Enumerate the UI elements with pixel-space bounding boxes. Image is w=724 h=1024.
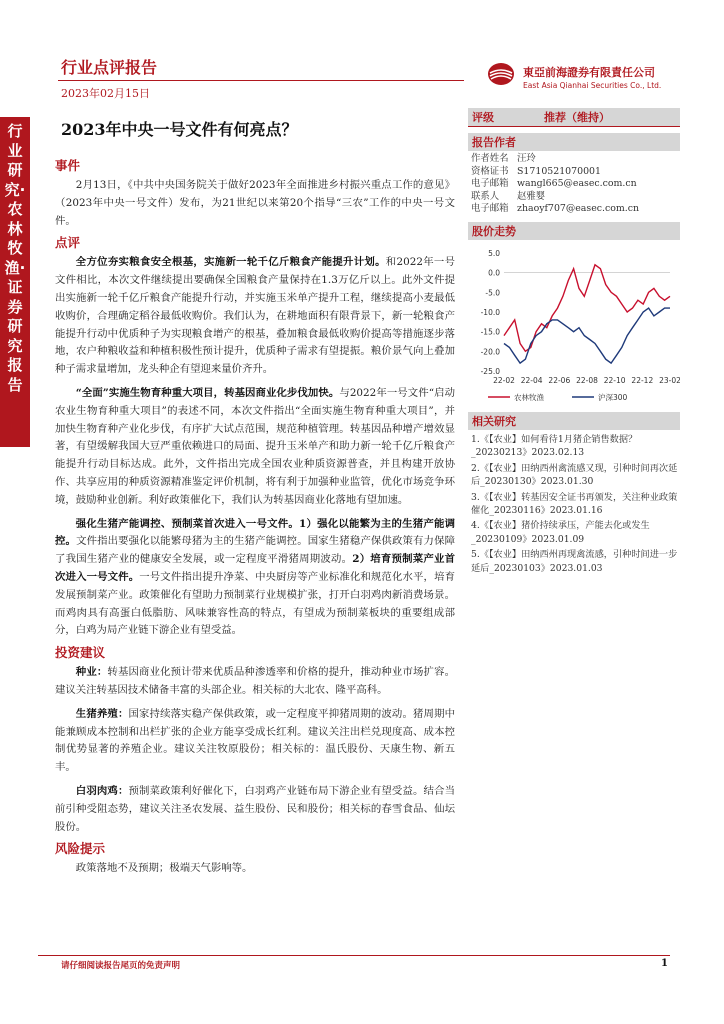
analyst-label: 电子邮箱 — [471, 178, 509, 190]
invest-hog-lead: 生猪养殖： — [75, 707, 129, 720]
stock-chart-svg — [468, 239, 680, 409]
comment-2-body: 与2022年一号文件“启动农业生物育种重大项目”的表述不同，本次文件指出“全面实施生物育种重大项目”，并加快生物育种产业化步伐，有序扩大试点范围，规范种植管理。转基因品种增产增效显著，有望缓解我国大豆严重依赖进口的局面、提升玉米单产和助力新一轮千亿斤粮食产能提升行动目标达成。此外，文件指出完成全国农业种质资源普查，并且构建开放协作、共享应用的种质资源精准鉴定评价机制，将有利于加强种业监管，优化市场竞争环境，鼓励种业创新。利好政策催化下，我们认为转基因商业化落地有望加速。 — [55, 386, 455, 506]
analyst-label: 资格证书 — [471, 165, 509, 177]
analyst-label: 电子邮箱 — [471, 203, 509, 215]
header-rule — [58, 80, 464, 81]
risk-text: 政策落地不及预期；极端天气影响等。 — [75, 862, 253, 875]
footer-disclaimer: 请仔细阅读报告尾页的免责声明 — [61, 961, 181, 971]
x-tick-label: 22-08 — [576, 376, 598, 385]
analyst-row — [468, 178, 680, 191]
analyst-heading: 报告作者 — [468, 133, 680, 151]
related-item[interactable]: 5.《【农业】田纳西州再现禽流感，引种时间进一步延后_20230103》2023.01.03 — [471, 549, 678, 574]
y-tick-label: -20.0 — [480, 347, 500, 357]
analyst-row — [468, 203, 680, 216]
series-line-1 — [504, 308, 670, 363]
rating-label: 评级 — [472, 111, 494, 124]
invest-broiler-body: 预制菜政策利好催化下，白羽鸡产业链布局下游企业有望受益。结合当前引种受阻态势，建议关注圣农发展、益生股份、民和股份；相关标的春雪食品、仙坛股份。 — [55, 784, 455, 833]
x-tick-label: 23-02 — [659, 376, 680, 385]
event-paragraph: 2月13日，《中共中央国务院关于做好2023年全面推进乡村振兴重点工作的意见》（2023年中央一号文件）发布，为21世纪以来第20个指导“三农”工作的中央一号文件。 — [55, 179, 455, 227]
event-heading: 事件 — [55, 158, 81, 173]
invest-broiler-lead: 白羽肉鸡： — [75, 784, 129, 797]
x-tick-label: 22-06 — [548, 376, 571, 385]
company-logo-icon — [487, 62, 515, 86]
related-item[interactable]: 4.《【农业】猪价持续承压，产能去化或发生_20230109》2023.01.09 — [471, 520, 650, 545]
company-name-cn: 東亞前海證券有限責任公司 — [523, 66, 655, 79]
report-type: 行业点评报告 — [61, 58, 158, 77]
invest-seed — [55, 664, 455, 700]
related-section — [468, 412, 680, 577]
y-tick-label: -10.0 — [480, 308, 500, 317]
company-name-en: East Asia Qianhai Securities Co., Ltd. — [523, 81, 662, 90]
comment-3-body-2: 一号文件指出提升净菜、中央厨房等产业标准化和规范化水平，培育发展预制菜产业。政策催化有望助力预制菜行业规模扩张，打开白羽鸡肉新消费场景。而鸡肉具有高蛋白低脂肪、风味兼容性高的特点，有望成为预制菜板块的重要组成部分，白鸡为局产业链下游企业有望受益。 — [55, 570, 456, 637]
rating-row — [468, 108, 680, 126]
page-number: 1 — [661, 958, 668, 969]
comment-2-lead: “全面”实施生物育种重大项目，转基因商业化步伐加快。 — [75, 386, 340, 399]
related-list — [468, 433, 680, 575]
report-date: 2023年02月15日 — [61, 87, 150, 100]
comment-heading: 点评 — [55, 235, 81, 251]
sidebar-category-text: 行业研究·农林牧渔·证券研究报告 — [4, 122, 26, 394]
x-tick-label: 22-12 — [631, 376, 654, 385]
x-tick-label: 22-10 — [603, 376, 626, 385]
comment-1-body: 和2022年一号文件相比，本次文件继续提出要确保全国粮食产量保持在1.3万亿斤以上。此外文件提出实施新一轮千亿斤粮食产能提升行动，并实施玉米单产提升工程，继续提高小麦最低收购价，合理确定稻谷最低收购价。我们认为，在耕地面积有限背景下，新一轮粮食产能提升行动中优质种子为实现粮食增产的根基，叠加粮食最低收购价提高等措施逐步落地，农户种粮收益和种植积极性预计提升，优质种子需求有望提振。粮价景气向上叠加种子需求量增加，龙头种企有望迎来量价齐升。 — [55, 256, 455, 376]
invest-hog — [55, 706, 455, 777]
comment-1-lead: 全方位夯实粮食安全根基，实施新一轮千亿斤粮食产能提升计划。 — [75, 256, 386, 269]
analyst-row — [468, 166, 680, 179]
related-item[interactable]: 2.《【农业】田纳西州禽流感又现，引种时间再次延后_20230130》2023.01.30 — [471, 462, 678, 488]
comment-3-lead: 强化生猪产能调控、预制菜首次进入一号文件。1）强化以能繁为主的生猪产能调控。 — [55, 517, 455, 548]
invest-seed-body: 转基因商业化预计带来优质品种渗透率和价格的提升，推动种业市场扩容。建议关注转基因技术储备丰富的头部企业。相关标的大北农、隆平高科。 — [55, 666, 456, 696]
risk-heading: 风险提示 — [55, 841, 106, 857]
y-tick-label: 5.0 — [488, 249, 500, 258]
comment-3-body: 文件指出要强化以能繁母猪为主的生猪产能调控。国家生猪稳产保供政策有力保障了我国生猪产业的健康安全发展，或一定程度平滑猪周期波动。 — [55, 535, 455, 566]
y-tick-label: -5.0 — [485, 288, 500, 298]
invest-seed-lead: 种业： — [75, 666, 108, 679]
invest-hog-body: 国家持续落实稳产保供政策，或一定程度平抑猪周期的波动。猪周期中能兼顾成本控制和出栏扩张的企业方能享受成长红利。建议关注出栏兑现度高、成本控制优势显著的养殖企业。建议关注牧原股份；相关标的：温氏股份、天康生物、新五丰。 — [55, 707, 455, 774]
related-item[interactable]: 1.《【农业】如何看待1月猪企销售数据？_20230213》2023.02.13 — [471, 434, 638, 459]
analyst-value: zhaoyf707@easec.com.cn — [517, 203, 640, 215]
main-content — [55, 156, 455, 878]
y-tick-label: -25.0 — [480, 367, 500, 376]
comment-paragraph-2 — [55, 385, 455, 510]
analyst-label: 联系人 — [471, 190, 500, 202]
invest-broiler — [55, 783, 455, 836]
analyst-label: 作者姓名 — [471, 153, 509, 164]
x-tick-label: 22-02 — [493, 376, 515, 385]
analyst-value: 汪玲 — [517, 153, 536, 164]
invest-heading: 投资建议 — [55, 645, 106, 661]
comment-3-lead-2: 2）培育预制菜产业首次进入一号文件。 — [55, 553, 456, 583]
right-column — [468, 108, 680, 240]
analyst-row — [468, 153, 680, 166]
stock-chart — [468, 239, 680, 409]
analyst-value: S1710521070001 — [517, 165, 601, 177]
analyst-list — [468, 153, 680, 216]
legend-label: 农林牧渔 — [514, 393, 544, 402]
chart-heading: 股价走势 — [468, 222, 680, 240]
comment-paragraph-3 — [55, 516, 455, 641]
legend-label: 沪深300 — [598, 393, 628, 402]
footer-rule — [38, 955, 670, 956]
analyst-value: 赵雅婴 — [517, 190, 546, 202]
related-heading: 相关研究 — [468, 412, 680, 430]
x-tick-label: 22-04 — [520, 376, 543, 385]
y-tick-label: 0.0 — [488, 268, 500, 278]
rating-value: 推荐（维持） — [544, 111, 610, 124]
y-tick-label: -15.0 — [480, 327, 500, 337]
related-item[interactable]: 3.《【农业】转基因安全证书再颁发，关注种业政策催化_20230116》2023.01.16 — [471, 491, 678, 517]
analyst-row — [468, 191, 680, 204]
page-title: 2023年中央一号文件有何亮点？ — [61, 120, 298, 139]
analyst-value: wangl665@easec.com.cn — [517, 178, 637, 190]
comment-paragraph-1 — [55, 254, 455, 379]
